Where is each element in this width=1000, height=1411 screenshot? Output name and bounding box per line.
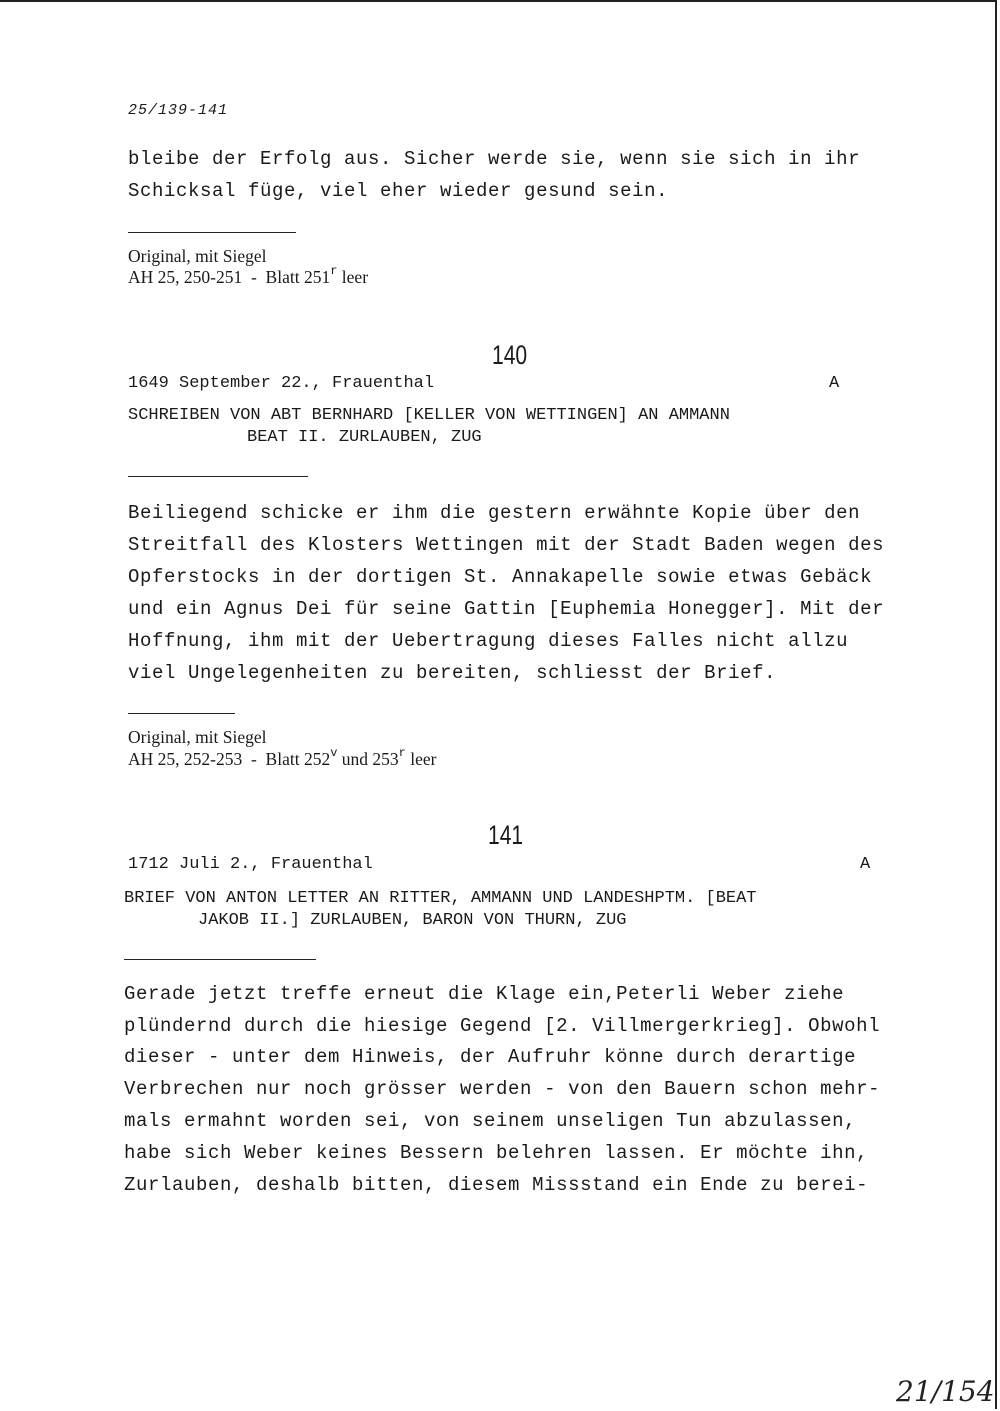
intro-source-line-2 [128, 266, 368, 289]
body-line-2: Streitfall des Klosters Wettingen mit der Stadt Baden wegen des [128, 534, 885, 556]
body-line-4: Verbrechen nur noch grösser werden - von den Bauern schon mehr- [124, 1078, 881, 1100]
body-line-6: viel Ungelegenheiten zu bereiten, schliesst der Brief. [128, 662, 777, 684]
document-number: 140 [492, 340, 528, 370]
body-line-1: Gerade jetzt treffe erneut die Klage ein,Peterli Weber ziehe [124, 983, 845, 1005]
separator-rule [128, 476, 308, 477]
intro-source-line-1: Original, mit Siegel [128, 246, 267, 266]
folio-superscript: r [398, 746, 406, 760]
separator-rule [128, 713, 235, 714]
body-line-4: und ein Agnus Dei für seine Gattin [Euphemia Honegger]. Mit der [128, 598, 885, 620]
intro-line-1: bleibe der Erfolg aus. Sicher werde sie, wenn sie sich in ihr [128, 148, 861, 170]
source-line-1: Original, mit Siegel [128, 727, 267, 747]
body-line-6: habe sich Weber keines Bessern belehren lassen. Er möchte ihn, [124, 1142, 869, 1164]
entry-title-line-2: BEAT II. ZURLAUBEN, ZUG [247, 428, 482, 447]
body-line-5: Hoffnung, ihm mit der Uebertragung dieses Falles nicht allzu [128, 630, 849, 652]
source-line-2 [128, 748, 436, 771]
source-ref-text: AH 25, 250-251 - Blatt 251 [128, 266, 331, 287]
body-line-2: plündernd durch die hiesige Gegend [2. Villmergerkrieg]. Obwohl [124, 1015, 881, 1037]
folio-superscript: r [330, 264, 338, 278]
body-line-1: Beiliegend schicke er ihm die gestern erwähnte Kopie über den [128, 502, 861, 524]
date-place: 1649 September 22., Frauenthal [128, 374, 435, 393]
body-line-7: Zurlauben, deshalb bitten, diesem Missstand ein Ende zu berei- [124, 1174, 869, 1196]
date-place: 1712 Juli 2., Frauenthal [128, 855, 373, 874]
body-line-5: mals ermahnt worden sei, von seinem unseligen Tun abzulassen, [124, 1110, 857, 1132]
folio-superscript: v [330, 746, 338, 760]
body-line-3: Opferstocks in der dortigen St. Annakapelle sowie etwas Gebäck [128, 566, 873, 588]
page-reference: 25/139-141 [128, 102, 229, 119]
separator-rule [124, 959, 316, 960]
entry-title-line-2: JAKOB II.] ZURLAUBEN, BARON VON THURN, ZUG [198, 911, 627, 930]
separator-rule [128, 232, 296, 233]
archive-marker: A [860, 855, 871, 874]
archive-marker: A [829, 374, 840, 393]
source-ref-suffix: leer [337, 266, 369, 287]
entry-title-line-1: SCHREIBEN VON ABT BERNHARD [KELLER VON WETTINGEN] AN AMMANN [128, 406, 730, 425]
document-number: 141 [488, 820, 524, 850]
body-line-3: dieser - unter dem Hinweis, der Aufruhr könne durch derartige [124, 1046, 857, 1068]
handwritten-page-number: 21/154 [896, 1375, 995, 1408]
source-ref-text: AH 25, 252-253 - Blatt 252 [128, 748, 331, 769]
entry-title-line-1: BRIEF VON ANTON LETTER AN RITTER, AMMANN UND LANDESHPTM. [BEAT [124, 889, 757, 908]
intro-line-2: Schicksal füge, viel eher wieder gesund sein. [128, 180, 669, 202]
source-ref-middle: und 253 [337, 748, 399, 769]
source-ref-suffix: leer [405, 748, 437, 769]
